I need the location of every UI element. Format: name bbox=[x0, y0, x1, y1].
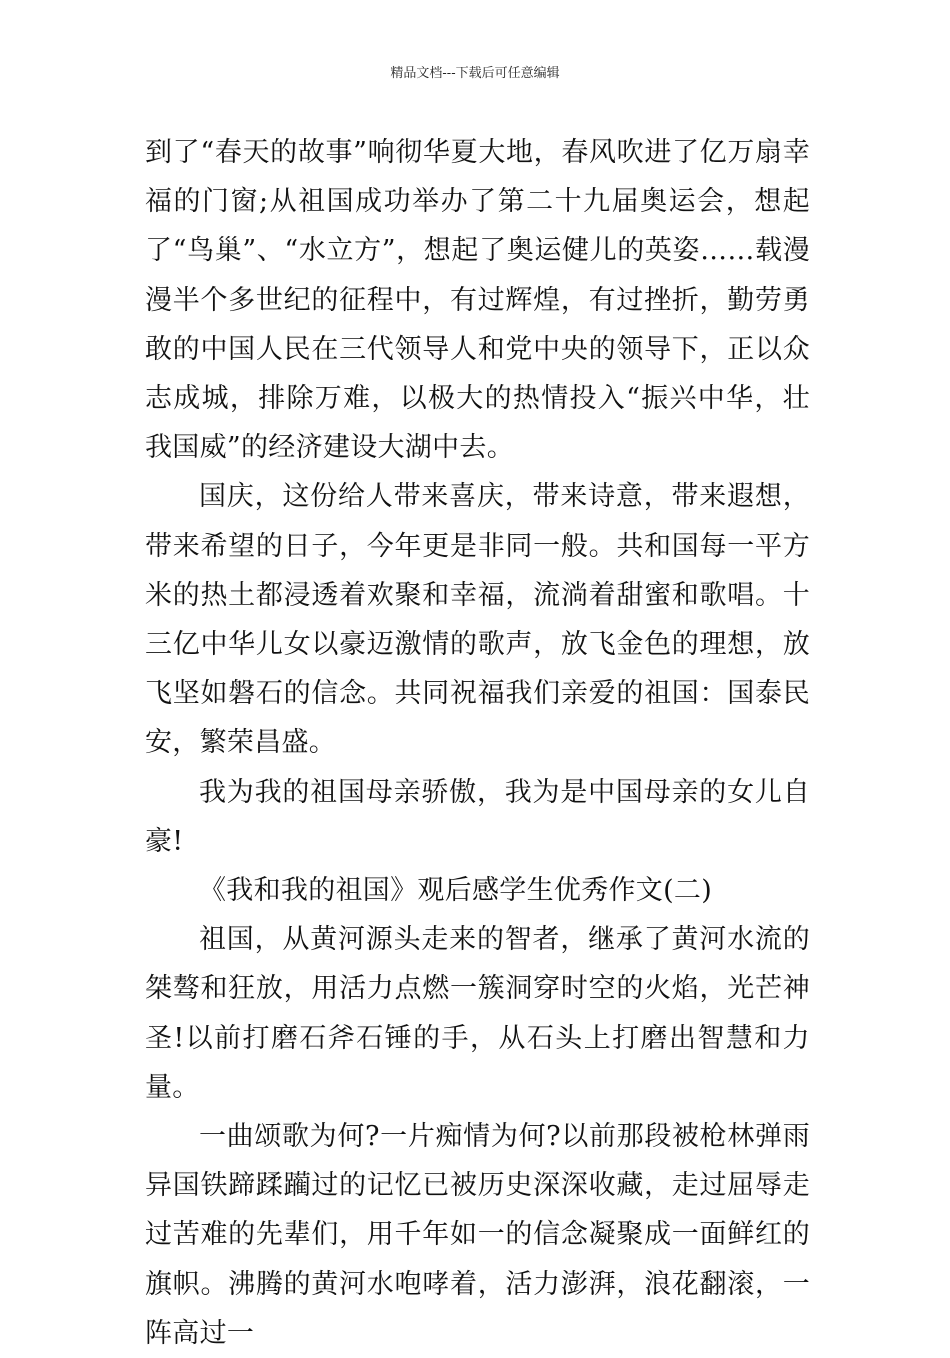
paragraph-2: 国庆，这份给人带来喜庆，带来诗意，带来遐想，带来希望的日子，今年更是非同一般。共和国每一平方米的热土都浸透着欢聚和幸福，流淌着甜蜜和歌唱。十三亿中华儿女以豪迈激情的歌声，放飞金色的理想，放飞坚如磐石的信念。共同祝福我们亲爱的祖国：国泰民安，繁荣昌盛。 bbox=[145, 481, 810, 759]
paragraph-4: 祖国，从黄河源头走来的智者，继承了黄河水流的桀骜和狂放，用活力点燃一簇洞穿时空的火焰，光芒神圣!以前打磨石斧石锤的手，从石头上打磨出智慧和力量。 bbox=[145, 924, 810, 1103]
paragraph-5: 一曲颂歌为何?一片痴情为何?以前那段被枪林弹雨异国铁蹄蹂躏过的记忆已被历史深深收藏，走过屈辱走过苦难的先辈们，用千年如一的信念凝聚成一面鲜红的旗帜。沸腾的黄河水咆哮着，活力澎湃，浪花翻滚，一阵高过一 bbox=[145, 1121, 810, 1349]
paragraph-3: 我为我的祖国母亲骄傲，我为是中国母亲的女儿自豪! bbox=[145, 776, 810, 857]
document-body bbox=[145, 128, 810, 1358]
page-header: 精品文档---下载后可任意编辑 bbox=[390, 66, 560, 81]
paragraph-1: 到了“春天的故事”响彻华夏大地，春风吹进了亿万扇幸福的门窗;从祖国成功举办了第二十九届奥运会，想起了“鸟巢”、“水立方”，想起了奥运健儿的英姿……载漫漫半个多世纪的征程中，有过辉煌，有过挫折，勤劳勇敢的中国人民在三代领导人和党中央的领导下，正以众志成城，排除万难，以极大的热情投入“振兴中华，壮我国威”的经济建设大湖中去。 bbox=[145, 137, 810, 464]
section-title: 《我和我的祖国》观后感学生优秀作文(二) bbox=[199, 875, 713, 907]
